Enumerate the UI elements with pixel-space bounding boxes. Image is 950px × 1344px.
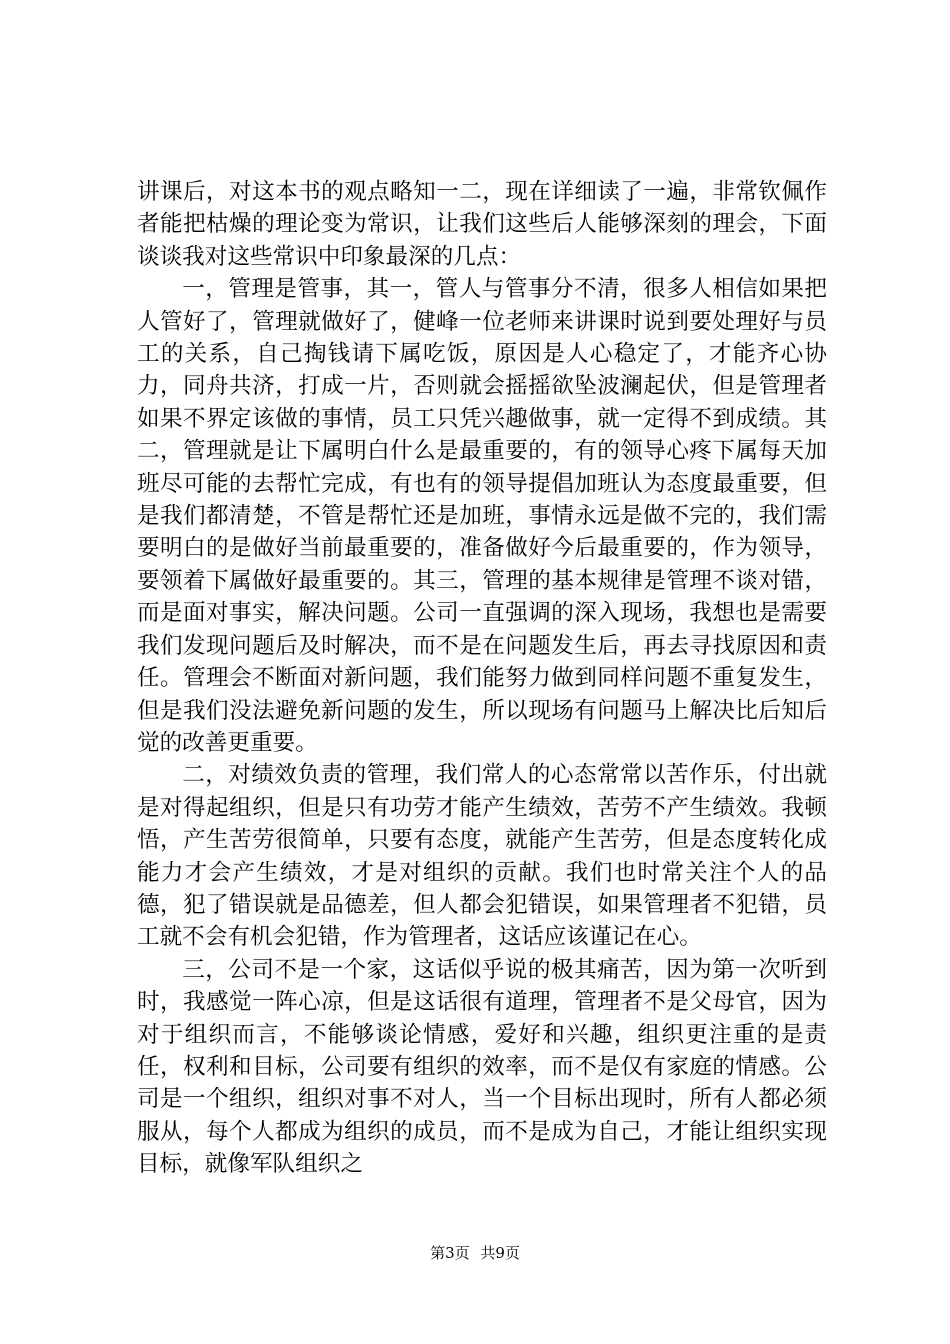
paragraph-section-one: 一，管理是管事，其一，管人与管事分不清，很多人相信如果把人管好了，管理就做好了，健峰一位老师来讲课时说到要处理好与员工的关系，自己掏钱请下属吃饭，原因是人心稳定了，才能齐心协力，同舟共济，打成一片，否则就会摇摇欲坠波澜起伏，但是管理者如果不界定该做的事情，员工只凭兴趣做事，就一定得不到成绩。其二，管理就是让下属明白什么是最重要的，有的领导心疼下属每天加班尽可能的去帮忙完成，有也有的领导提倡加班认为态度最重要，但是我们都清楚，不管是帮忙还是加班，事情永远是做不完的，我们需要明白的是做好当前最重要的，准备做好今后最重要的，作为领导，要领着下属做好最重要的。其三，管理的基本规律是管理不谈对错，而是面对事实，解决问题。公司一直强调的深入现场，我想也是需要我们发现问题后及时解决，而不是在问题发生后，再去寻找原因和责任。管理会不断面对新问题，我们能努力做到同样问题不重复发生，但是我们没法避免新问题的发生，所以现场有问题马上解决比后知后觉的改善更重要。 xyxy=(137,276,827,756)
paragraph-section-two: 二，对绩效负责的管理，我们常人的心态常常以苦作乐，付出就是对得起组织，但是只有功劳才能产生绩效，苦劳不产生绩效。我顿悟，产生苦劳很简单，只要有态度，就能产生苦劳，但是态度转化成能力才会产生绩效，才是对组织的贡献。我们也时常关注个人的品德，犯了错误就是品德差，但人都会犯错误，如果管理者不犯错，员工就不会有机会犯错，作为管理者，这话应该谨记在心。 xyxy=(137,762,827,951)
body-text xyxy=(137,176,827,1181)
page-footer xyxy=(0,1243,950,1263)
paragraph-intro: 讲课后，对这本书的观点略知一二，现在详细读了一遍，非常钦佩作者能把枯燥的理论变为常识，让我们这些后人能够深刻的理会，下面谈谈我对这些常识中印象最深的几点： xyxy=(137,179,827,270)
page-total: 共9页 xyxy=(480,1244,520,1262)
page-number: 第3页 xyxy=(430,1244,470,1262)
paragraph-section-three: 三，公司不是一个家，这话似乎说的极其痛苦，因为第一次听到时，我感觉一阵心凉，但是这话很有道理，管理者不是父母官，因为对于组织而言，不能够谈论情感，爱好和兴趣，组织更注重的是责任，权利和目标，公司要有组织的效率，而不是仅有家庭的情感。公司是一个组织，组织对事不对人，当一个目标出现时，所有人都必须服从，每个人都成为组织的成员，而不是成为自己，才能让组织实现目标，就像军队组织之 xyxy=(137,956,827,1178)
